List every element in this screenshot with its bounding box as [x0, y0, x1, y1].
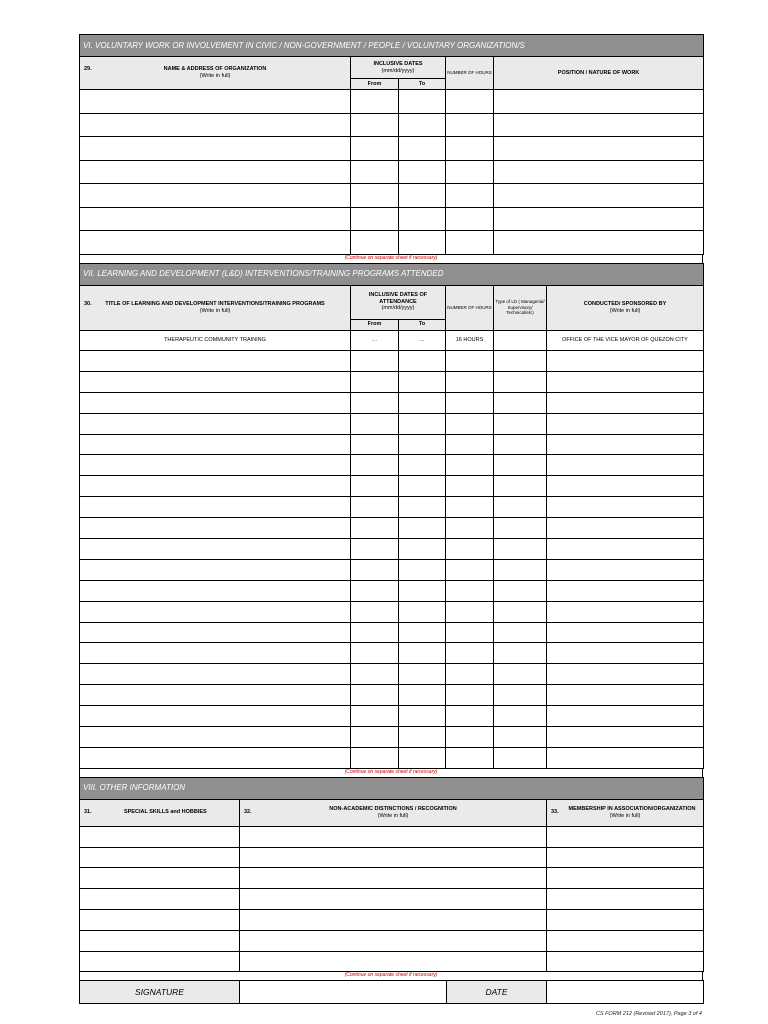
vii-type-cell[interactable]	[494, 747, 547, 768]
pds-page-3	[79, 34, 703, 1004]
vi-col-hours: NUMBER OF HOURS	[446, 57, 494, 90]
table-row	[80, 455, 704, 476]
vii-col-conducted-sub: (Write in full)	[609, 307, 641, 314]
table-row	[80, 601, 704, 622]
vii-conducted-cell[interactable]	[547, 601, 704, 622]
table-row	[80, 889, 704, 910]
vi-position-cell[interactable]	[494, 113, 704, 137]
viii-col-distinctions-label: NON-ACADEMIC DISTINCTIONS / RECOGNITION	[329, 805, 457, 812]
table-row	[80, 727, 704, 748]
vii-conducted-cell[interactable]	[547, 351, 704, 372]
vii-to-cell[interactable]	[399, 371, 446, 392]
vii-from-cell[interactable]	[351, 497, 399, 518]
table-row	[80, 207, 704, 231]
vi-rows	[80, 90, 704, 255]
vii-col-title-sub: (Write in full)	[199, 307, 231, 314]
vii-hours-cell[interactable]: 16 HOURS	[446, 330, 494, 351]
signature-table	[79, 980, 704, 1004]
vi-from-cell[interactable]	[351, 231, 399, 255]
vii-conducted-cell[interactable]	[547, 371, 704, 392]
vii-to-cell[interactable]	[399, 747, 446, 768]
vi-hours-cell[interactable]	[446, 90, 494, 114]
vii-from-cell[interactable]	[351, 601, 399, 622]
vii-conducted-cell[interactable]	[547, 518, 704, 539]
vii-from-cell[interactable]	[351, 539, 399, 560]
viii-num-32: 32.	[244, 808, 252, 815]
vii-to-cell[interactable]	[399, 392, 446, 413]
vii-from-cell[interactable]	[351, 371, 399, 392]
vii-to-cell[interactable]	[399, 601, 446, 622]
vii-from-cell[interactable]: …	[351, 330, 399, 351]
vii-from-cell[interactable]	[351, 643, 399, 664]
viii-skills-cell[interactable]	[80, 826, 240, 847]
vii-from-cell[interactable]	[351, 706, 399, 727]
viii-membership-cell[interactable]	[547, 910, 704, 931]
vi-col-name-label: NAME & ADDRESS OF ORGANIZATION	[163, 66, 267, 73]
viii-skills-cell[interactable]	[80, 889, 240, 910]
table-row	[80, 868, 704, 889]
vii-hours-cell[interactable]	[446, 664, 494, 685]
vi-col-dates-label: INCLUSIVE DATES	[373, 60, 423, 67]
vii-hours-cell[interactable]	[446, 706, 494, 727]
viii-distinctions-cell[interactable]	[240, 889, 547, 910]
vii-continue-note: (Continue on separate sheet if necessary)	[79, 769, 703, 777]
vii-rows	[80, 330, 704, 768]
vii-to-cell[interactable]	[399, 643, 446, 664]
vii-hours-cell[interactable]	[446, 371, 494, 392]
viii-distinctions-cell[interactable]	[240, 951, 547, 972]
vii-col-title-label: TITLE OF LEARNING AND DEVELOPMENT INTERVENTIONS/TRAINING PROGRAMS	[105, 300, 325, 307]
vi-from-cell[interactable]	[351, 113, 399, 137]
table-row	[80, 747, 704, 768]
signature-field[interactable]	[240, 981, 447, 1004]
vii-to-cell[interactable]: …	[399, 330, 446, 351]
viii-skills-cell[interactable]	[80, 930, 240, 951]
vii-type-cell[interactable]	[494, 622, 547, 643]
viii-membership-cell[interactable]	[547, 930, 704, 951]
vii-title-cell[interactable]	[80, 601, 351, 622]
table-row	[80, 351, 704, 372]
vii-col-conducted-label: CONDUCTED/ SPONSORED BY	[583, 300, 667, 307]
viii-skills-cell[interactable]	[80, 868, 240, 889]
vii-to-cell[interactable]	[399, 539, 446, 560]
vii-conducted-cell[interactable]	[547, 539, 704, 560]
vi-from-cell[interactable]	[351, 160, 399, 184]
vii-col-dates-line2: ATTENDANCE	[379, 298, 417, 305]
viii-membership-cell[interactable]	[547, 889, 704, 910]
section-vi-title: VI. VOLUNTARY WORK OR INVOLVEMENT IN CIVIC / NON-GOVERNMENT / PEOPLE / VOLUNTARY ORGANIZATION/S	[80, 35, 704, 57]
table-row	[80, 184, 704, 208]
vii-conducted-cell[interactable]	[547, 497, 704, 518]
vii-from-cell[interactable]	[351, 413, 399, 434]
vii-type-cell[interactable]	[494, 476, 547, 497]
vi-hours-cell[interactable]	[446, 160, 494, 184]
vii-to-cell[interactable]	[399, 476, 446, 497]
table-row	[80, 113, 704, 137]
viii-distinctions-cell[interactable]	[240, 910, 547, 931]
viii-skills-cell[interactable]	[80, 951, 240, 972]
table-row	[80, 826, 704, 847]
vii-col-to: To	[399, 319, 446, 330]
vii-to-cell[interactable]	[399, 664, 446, 685]
vii-to-cell[interactable]	[399, 455, 446, 476]
vi-item-number: 29.	[84, 66, 92, 73]
table-row	[80, 951, 704, 972]
vii-conducted-cell[interactable]	[547, 476, 704, 497]
vii-conducted-cell[interactable]: OFFICE OF THE VICE MAYOR OF QUEZON CITY	[547, 330, 704, 351]
viii-membership-cell[interactable]	[547, 868, 704, 889]
viii-col-membership-sub: (Write in full)	[609, 812, 641, 819]
table-row	[80, 90, 704, 114]
vii-hours-cell[interactable]	[446, 497, 494, 518]
vii-type-cell[interactable]	[494, 392, 547, 413]
vii-type-cell[interactable]	[494, 351, 547, 372]
vii-title-cell[interactable]	[80, 747, 351, 768]
vii-col-type: Type of LD ( Managerial/ Supervisory/ Technical/etc)	[494, 285, 547, 330]
vii-hours-cell[interactable]	[446, 392, 494, 413]
vii-to-cell[interactable]	[399, 413, 446, 434]
vii-title-cell[interactable]	[80, 685, 351, 706]
viii-skills-cell[interactable]	[80, 910, 240, 931]
vii-title-cell[interactable]	[80, 727, 351, 748]
vi-to-cell[interactable]	[399, 160, 446, 184]
vii-to-cell[interactable]	[399, 497, 446, 518]
vi-position-cell[interactable]	[494, 207, 704, 231]
vi-org-cell[interactable]	[80, 184, 351, 208]
vii-from-cell[interactable]	[351, 580, 399, 601]
table-row	[80, 559, 704, 580]
table-row	[80, 706, 704, 727]
vii-to-cell[interactable]	[399, 518, 446, 539]
vii-conducted-cell[interactable]	[547, 455, 704, 476]
table-row	[80, 518, 704, 539]
vii-col-dates-line1: INCLUSIVE DATES OF	[368, 291, 428, 298]
vii-type-cell[interactable]	[494, 706, 547, 727]
vii-from-cell[interactable]	[351, 455, 399, 476]
form-footer: CS FORM 212 (Revised 2017), Page 3 of 4	[595, 1011, 702, 1017]
table-row	[80, 476, 704, 497]
vii-title-cell[interactable]	[80, 539, 351, 560]
vii-conducted-cell[interactable]	[547, 434, 704, 455]
vii-title-cell[interactable]	[80, 434, 351, 455]
vi-position-cell[interactable]	[494, 90, 704, 114]
vii-to-cell[interactable]	[399, 559, 446, 580]
vi-to-cell[interactable]	[399, 137, 446, 161]
vi-to-cell[interactable]	[399, 207, 446, 231]
signature-label: SIGNATURE	[80, 981, 240, 1004]
vii-type-cell[interactable]	[494, 601, 547, 622]
table-row	[80, 497, 704, 518]
vii-title-cell[interactable]: THERAPEUTIC COMMUNITY TRAINING	[80, 330, 351, 351]
viii-num-31: 31.	[84, 809, 92, 816]
vi-col-dates-sub: (mm/dd/yyyy)	[381, 67, 415, 74]
viii-distinctions-cell[interactable]	[240, 826, 547, 847]
vii-conducted-cell[interactable]	[547, 559, 704, 580]
vii-conducted-cell[interactable]	[547, 622, 704, 643]
vi-hours-cell[interactable]	[446, 137, 494, 161]
vii-type-cell[interactable]	[494, 371, 547, 392]
vii-col-conducted	[547, 285, 704, 330]
vi-to-cell[interactable]	[399, 113, 446, 137]
vi-org-cell[interactable]	[80, 160, 351, 184]
vii-to-cell[interactable]	[399, 727, 446, 748]
vii-from-cell[interactable]	[351, 622, 399, 643]
vii-hours-cell[interactable]	[446, 747, 494, 768]
vii-title-cell[interactable]	[80, 351, 351, 372]
vii-type-cell[interactable]	[494, 664, 547, 685]
vii-to-cell[interactable]	[399, 685, 446, 706]
viii-skills-cell[interactable]	[80, 847, 240, 868]
vi-hours-cell[interactable]	[446, 231, 494, 255]
vii-to-cell[interactable]	[399, 580, 446, 601]
date-label: DATE	[447, 981, 547, 1004]
vii-title-cell[interactable]	[80, 413, 351, 434]
vii-type-cell[interactable]	[494, 580, 547, 601]
vii-hours-cell[interactable]	[446, 727, 494, 748]
vi-position-cell[interactable]	[494, 160, 704, 184]
vii-hours-cell[interactable]	[446, 455, 494, 476]
table-row	[80, 231, 704, 255]
vi-from-cell[interactable]	[351, 207, 399, 231]
table-row	[80, 137, 704, 161]
vi-from-cell[interactable]	[351, 184, 399, 208]
vii-hours-cell[interactable]	[446, 434, 494, 455]
vii-title-cell[interactable]	[80, 643, 351, 664]
viii-membership-cell[interactable]	[547, 826, 704, 847]
vii-type-cell[interactable]	[494, 518, 547, 539]
learning-development-table	[79, 263, 704, 769]
viii-membership-cell[interactable]	[547, 847, 704, 868]
vi-hours-cell[interactable]	[446, 113, 494, 137]
vii-type-cell[interactable]	[494, 413, 547, 434]
vi-org-cell[interactable]	[80, 207, 351, 231]
vi-org-cell[interactable]	[80, 137, 351, 161]
viii-num-33: 33.	[551, 808, 559, 815]
table-row	[80, 392, 704, 413]
vi-to-cell[interactable]	[399, 231, 446, 255]
vii-col-dates-sub: (mm/dd/yyyy)	[381, 305, 415, 312]
vii-title-cell[interactable]	[80, 476, 351, 497]
vii-from-cell[interactable]	[351, 727, 399, 748]
viii-col-distinctions	[240, 799, 547, 826]
vii-from-cell[interactable]	[351, 434, 399, 455]
other-information-table	[79, 777, 704, 973]
table-row	[80, 580, 704, 601]
vii-conducted-cell[interactable]	[547, 685, 704, 706]
vi-col-position: POSITION / NATURE OF WORK	[494, 57, 704, 90]
vii-conducted-cell[interactable]	[547, 392, 704, 413]
vii-from-cell[interactable]	[351, 476, 399, 497]
vii-col-hours: NUMBER OF HOURS	[446, 285, 494, 330]
vi-col-name-sub: (Write in full)	[199, 73, 231, 79]
vi-from-cell[interactable]	[351, 90, 399, 114]
vi-org-cell[interactable]	[80, 231, 351, 255]
vi-to-cell[interactable]	[399, 90, 446, 114]
vii-hours-cell[interactable]	[446, 518, 494, 539]
table-row	[80, 847, 704, 868]
vii-type-cell[interactable]	[494, 559, 547, 580]
vii-title-cell[interactable]	[80, 371, 351, 392]
vii-title-cell[interactable]	[80, 518, 351, 539]
table-row	[80, 664, 704, 685]
vii-to-cell[interactable]	[399, 434, 446, 455]
vii-from-cell[interactable]	[351, 518, 399, 539]
vii-hours-cell[interactable]	[446, 559, 494, 580]
table-row	[80, 910, 704, 931]
table-row	[80, 539, 704, 560]
vi-col-dates	[351, 57, 446, 79]
vii-type-cell[interactable]	[494, 685, 547, 706]
voluntary-work-table	[79, 34, 704, 255]
vii-conducted-cell[interactable]	[547, 413, 704, 434]
vi-continue-note: (Continue on separate sheet if necessary)	[79, 255, 703, 263]
vii-from-cell[interactable]	[351, 351, 399, 372]
viii-distinctions-cell[interactable]	[240, 868, 547, 889]
vii-from-cell[interactable]	[351, 664, 399, 685]
vii-from-cell[interactable]	[351, 747, 399, 768]
vii-title-cell[interactable]	[80, 664, 351, 685]
table-row	[80, 643, 704, 664]
vii-conducted-cell[interactable]	[547, 747, 704, 768]
viii-col-skills	[80, 799, 240, 826]
vii-hours-cell[interactable]	[446, 622, 494, 643]
vii-title-cell[interactable]	[80, 559, 351, 580]
vii-to-cell[interactable]	[399, 351, 446, 372]
vii-conducted-cell[interactable]	[547, 727, 704, 748]
vii-title-cell[interactable]	[80, 392, 351, 413]
vi-to-cell[interactable]	[399, 184, 446, 208]
vii-hours-cell[interactable]	[446, 601, 494, 622]
vi-hours-cell[interactable]	[446, 207, 494, 231]
viii-col-membership	[547, 799, 704, 826]
vii-from-cell[interactable]	[351, 392, 399, 413]
vii-from-cell[interactable]	[351, 685, 399, 706]
table-row	[80, 413, 704, 434]
viii-col-membership-label: MEMBERSHIP IN ASSOCIATION/ORGANIZATION	[568, 805, 696, 812]
date-field[interactable]	[547, 981, 704, 1004]
vii-type-cell[interactable]	[494, 434, 547, 455]
table-row	[80, 160, 704, 184]
vii-conducted-cell[interactable]	[547, 706, 704, 727]
vii-hours-cell[interactable]	[446, 476, 494, 497]
vii-hours-cell[interactable]	[446, 643, 494, 664]
vii-title-cell[interactable]	[80, 706, 351, 727]
vi-org-cell[interactable]	[80, 113, 351, 137]
vii-type-cell[interactable]	[494, 455, 547, 476]
vii-from-cell[interactable]	[351, 559, 399, 580]
vi-hours-cell[interactable]	[446, 184, 494, 208]
table-row	[80, 371, 704, 392]
vii-type-cell[interactable]	[494, 539, 547, 560]
viii-continue-note: (Continue on separate sheet if necessary)	[79, 972, 703, 980]
vii-col-from: From	[351, 319, 399, 330]
vi-from-cell[interactable]	[351, 137, 399, 161]
vii-col-dates	[351, 285, 446, 319]
viii-col-distinctions-sub: (Write in full)	[377, 812, 409, 819]
vii-type-cell[interactable]	[494, 643, 547, 664]
table-row	[80, 685, 704, 706]
vii-to-cell[interactable]	[399, 622, 446, 643]
viii-membership-cell[interactable]	[547, 951, 704, 972]
vii-type-cell[interactable]	[494, 497, 547, 518]
section-vii-title: VII. LEARNING AND DEVELOPMENT (L&D) INTERVENTIONS/TRAINING PROGRAMS ATTENDED	[80, 263, 704, 285]
table-row	[80, 622, 704, 643]
viii-rows	[80, 826, 704, 972]
vii-hours-cell[interactable]	[446, 413, 494, 434]
vi-org-cell[interactable]	[80, 90, 351, 114]
vii-hours-cell[interactable]	[446, 685, 494, 706]
vii-conducted-cell[interactable]	[547, 580, 704, 601]
vi-col-to: To	[399, 79, 446, 90]
vi-col-name	[80, 57, 351, 90]
vi-position-cell[interactable]	[494, 137, 704, 161]
viii-distinctions-cell[interactable]	[240, 847, 547, 868]
vii-conducted-cell[interactable]	[547, 643, 704, 664]
vii-title-cell[interactable]	[80, 580, 351, 601]
vii-conducted-cell[interactable]	[547, 664, 704, 685]
vii-hours-cell[interactable]	[446, 580, 494, 601]
viii-col-skills-label: SPECIAL SKILLS and HOBBIES	[123, 809, 207, 816]
section-viii-title: VIII. OTHER INFORMATION	[80, 777, 704, 799]
table-row	[80, 930, 704, 951]
table-row	[80, 330, 704, 351]
vii-to-cell[interactable]	[399, 706, 446, 727]
table-row	[80, 434, 704, 455]
vi-position-cell[interactable]	[494, 184, 704, 208]
viii-distinctions-cell[interactable]	[240, 930, 547, 951]
vii-type-cell[interactable]	[494, 330, 547, 351]
vii-col-title	[80, 285, 351, 330]
vii-hours-cell[interactable]	[446, 539, 494, 560]
vii-hours-cell[interactable]	[446, 351, 494, 372]
vii-item-number: 30.	[84, 300, 92, 307]
vi-position-cell[interactable]	[494, 231, 704, 255]
vii-type-cell[interactable]	[494, 727, 547, 748]
vi-col-from: From	[351, 79, 399, 90]
vii-title-cell[interactable]	[80, 622, 351, 643]
vii-title-cell[interactable]	[80, 455, 351, 476]
vii-title-cell[interactable]	[80, 497, 351, 518]
